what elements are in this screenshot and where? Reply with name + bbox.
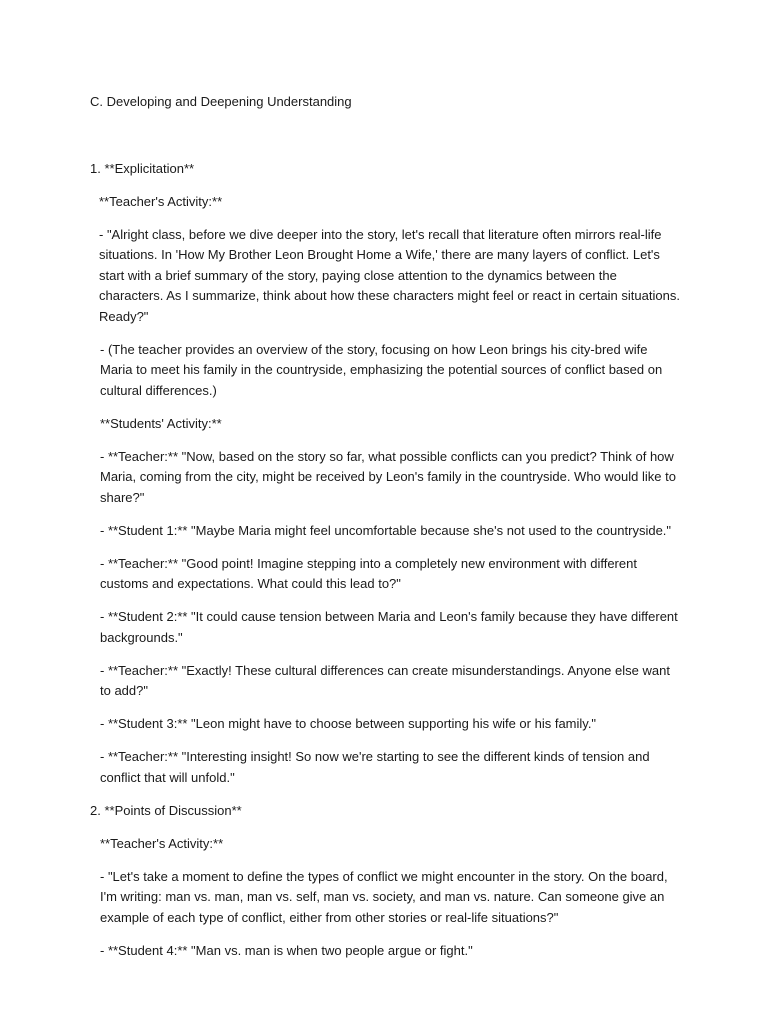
activity-heading: **Students' Activity:** [100,415,222,431]
activity-heading: **Teacher's Activity:** [100,835,224,851]
teacher-paragraph: - "Let's take a moment to define the types of conflict we might encounter in the story. On the board, I'm writing: man vs. man, man vs. self, man vs. society, and man vs. nature. Can someone give an example of each type of conflict, either from other stories or real-life situations?" [100,868,668,925]
activity-heading: **Teacher's Activity:** [99,193,223,209]
teacher-paragraph: - (The teacher provides an overview of the story, focusing on how Leon brings his city-bred wife Maria to meet his family in the countryside, emphasizing the potential sources of conflict based on cultural differences.) [100,341,663,398]
document-body [90,92,682,974]
numbered-heading: 1. **Explicitation** [90,160,195,176]
dialogue-paragraph: - **Student 1:** "Maybe Maria might feel uncomfortable because she's not used to the countryside." [100,522,672,538]
numbered-heading: 2. **Points of Discussion** [90,802,242,818]
dialogue-paragraph: - **Student 3:** "Leon might have to choose between supporting his wife or his family." [100,716,597,731]
teacher-paragraph: - "Alright class, before we dive deeper into the story, let's recall that literature often mirrors real-life situations. In 'How My Brother Leon Brought Home a Wife,' there are many layers of conflict. Let's start with a brief summary of the story, paying close attention to the dynamics between the characters. As I summarize, think about how these characters might feel or react in certain situations. Ready?" [99,226,680,324]
dialogue-paragraph: - **Student 2:** "It could cause tension between Maria and Leon's family because they have different backgrounds." [100,609,678,645]
dialogue-paragraph: - **Teacher:** "Interesting insight! So now we're starting to see the different kinds of tension and conflict that will unfold." [100,749,650,785]
dialogue-paragraph: - **Teacher:** "Exactly! These cultural differences can create misunderstandings. Anyone else want to add?" [100,662,670,698]
section-title: C. Developing and Deepening Understanding [90,94,352,109]
dialogue-paragraph: - **Student 4:** "Man vs. man is when two people argue or fight." [100,942,473,958]
dialogue-paragraph: - **Teacher:** "Now, based on the story so far, what possible conflicts can you predict? Think of how Maria, coming from the city, might be received by Leon's family in the countryside. Who would like to share?" [100,448,676,505]
dialogue-paragraph: - **Teacher:** "Good point! Imagine stepping into a completely new environment with different customs and expectations. What could this lead to?" [100,555,637,591]
